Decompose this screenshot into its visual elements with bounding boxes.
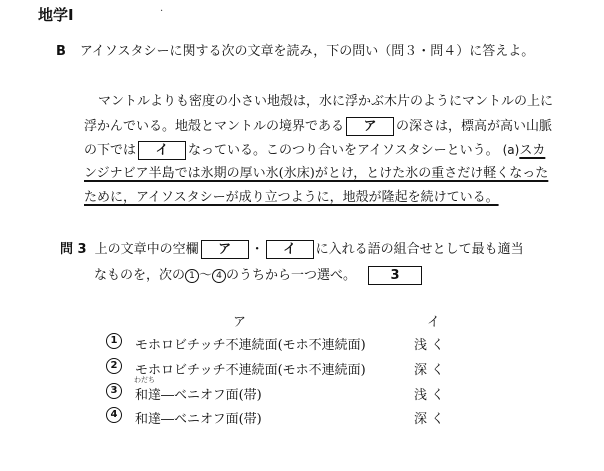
passage-text: 浮かんでいる。地殻とマントルの境界である	[84, 119, 345, 134]
question-text: に入れる語の組合せとして最も適当	[315, 242, 524, 257]
option-3-i: 浅 く	[414, 388, 445, 403]
blank-a-box: ア	[346, 117, 394, 136]
passage-line-1: マントルよりも密度の小さい地殻は，水に浮かぶ木片のようにマントルの上に	[98, 94, 554, 109]
answer-box: 3	[368, 266, 422, 285]
question-3-line-1	[60, 238, 524, 259]
subject-title: 地学Ⅰ	[38, 6, 74, 24]
blank-i-box: イ	[138, 141, 186, 160]
option-1-number: 1	[106, 333, 122, 349]
range-end-circle: 4	[212, 269, 226, 283]
question-3-line-2	[94, 264, 424, 285]
question-text: なものを，次の	[94, 268, 186, 283]
blank-a-box: ア	[201, 240, 249, 259]
passage-text: なっている。このつり合いをアイソスタシーという。	[188, 143, 499, 158]
column-header-a: ア	[233, 315, 247, 330]
question-text: 上の文章中の空欄	[94, 242, 199, 257]
option-4-number: 4	[106, 407, 122, 423]
option-4-i: 深 く	[414, 412, 445, 427]
option-2-number: 2	[106, 358, 122, 374]
option-1-a: モホロビチッチ不連続面(モホ不連続面)	[135, 338, 366, 353]
blank-i-box: イ	[266, 240, 314, 259]
section-text: アイソスタシーに関する次の文章を読み，下の問い（問３・問４）に答えよ。	[79, 44, 535, 59]
passage-text: の下では	[84, 143, 137, 158]
separator: ・	[250, 242, 264, 257]
passage-text: の深さは，標高が高い山脈	[396, 119, 553, 134]
passage-line-4: ンジナビア半島では氷期の厚い氷(氷床)がとけ，とけた氷の重さだけ軽くなった	[84, 166, 549, 181]
underline-marker: (a)	[502, 143, 520, 157]
option-4-a: 和達―ベニオフ面(帯)	[135, 412, 262, 427]
option-3-ruby: わだち	[134, 376, 155, 384]
section-instruction	[56, 40, 534, 59]
option-2-i: 深 く	[414, 363, 445, 378]
passage-line-5: ために，アイソスタシーが成り立つように，地殻が隆起を続けている。	[84, 190, 499, 205]
passage-line-2	[84, 117, 552, 136]
option-2-a: モホロビチッチ不連続面(モホ不連続面)	[135, 363, 366, 378]
passage-line-3	[84, 141, 545, 160]
range-start-circle: 1	[185, 269, 199, 283]
option-3-number: 3	[106, 383, 122, 399]
question-text: のうちから一つ選べ。	[226, 268, 357, 283]
question-label: 問 3	[60, 242, 87, 257]
scan-mark: ·	[160, 6, 164, 17]
section-label: B	[56, 44, 66, 59]
range-tilde: 〜	[199, 268, 213, 283]
option-3-a: 和達―ベニオフ面(帯)	[135, 388, 262, 403]
underlined-text: スカ	[519, 143, 546, 158]
column-header-i: イ	[427, 315, 441, 330]
option-1-i: 浅 く	[414, 338, 445, 353]
